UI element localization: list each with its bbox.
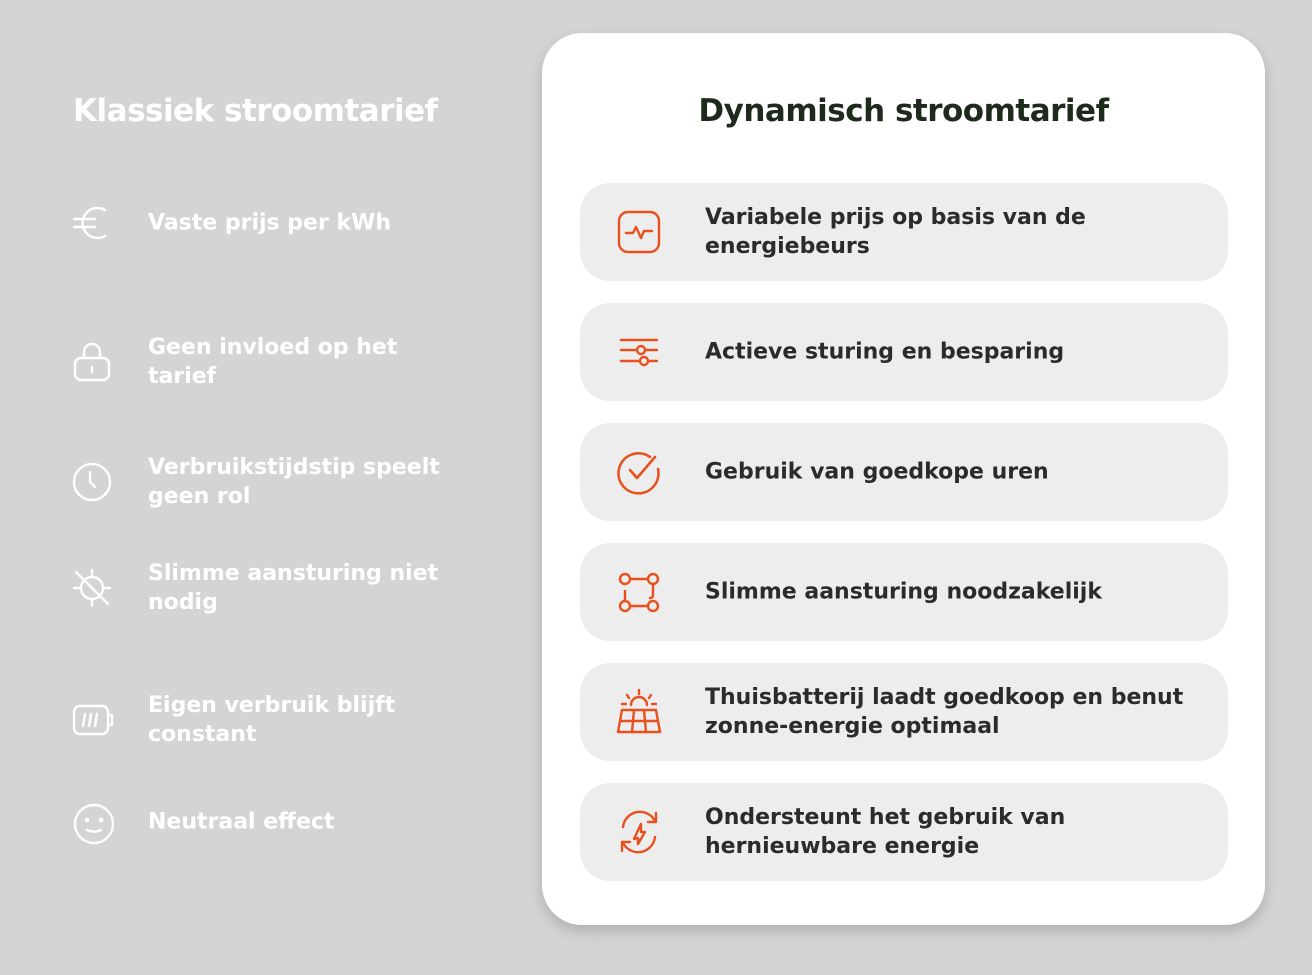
- feature-active-control: [580, 303, 1228, 401]
- classic-item-fixed-price: [68, 193, 468, 253]
- feature-label: Thuisbatterij laadt goedkoop en benut zonne-energie optimaal: [705, 685, 1184, 739]
- solar-panel-icon: [614, 687, 664, 737]
- dynamic-card: [542, 33, 1265, 925]
- classic-item-label: Neutraal effect: [148, 809, 335, 835]
- classic-item-neutral-effect: [68, 792, 468, 852]
- battery-icon: [68, 696, 116, 744]
- clock-icon: [68, 458, 116, 506]
- classic-item-no-smart-control: [68, 558, 468, 618]
- feature-smart-control-required: [580, 543, 1228, 641]
- feature-home-battery: [580, 663, 1228, 761]
- lock-icon: [68, 338, 116, 386]
- feature-label: Ondersteunt het gebruik van hernieuwbare energie: [705, 805, 1066, 859]
- pulse-icon: [614, 207, 664, 257]
- feature-renewable-energy: [580, 783, 1228, 881]
- check-circle-icon: [614, 447, 664, 497]
- classic-item-label: Vaste prijs per kWh: [148, 210, 392, 236]
- classic-title: Klassiek stroomtarief: [73, 93, 438, 129]
- feature-cheap-hours: [580, 423, 1228, 521]
- classic-item-label: Slimme aansturing niet nodig: [148, 561, 439, 615]
- classic-item-constant-usage: [68, 690, 468, 750]
- sliders-icon: [614, 327, 664, 377]
- neutral-face-icon: [68, 798, 116, 846]
- classic-item-label: Eigen verbruik blijft constant: [148, 693, 396, 747]
- classic-item-no-influence: [68, 332, 468, 392]
- feature-label: Slimme aansturing noodzakelijk: [705, 579, 1102, 605]
- no-control-icon: [68, 564, 116, 612]
- feature-variable-price: [580, 183, 1228, 281]
- euro-icon: [68, 199, 116, 247]
- dynamic-title: Dynamisch stroomtarief: [698, 93, 1109, 129]
- renewable-energy-icon: [614, 807, 664, 857]
- feature-label: Gebruik van goedkope uren: [705, 459, 1049, 485]
- nodes-icon: [614, 567, 664, 617]
- classic-item-label: Geen invloed op het tarief: [148, 335, 398, 389]
- feature-label: Variabele prijs op basis van de energiebeurs: [705, 205, 1086, 259]
- classic-item-time-irrelevant: [68, 452, 468, 512]
- feature-label: Actieve sturing en besparing: [705, 339, 1065, 365]
- classic-item-label: Verbruikstijdstip speelt geen rol: [148, 455, 440, 509]
